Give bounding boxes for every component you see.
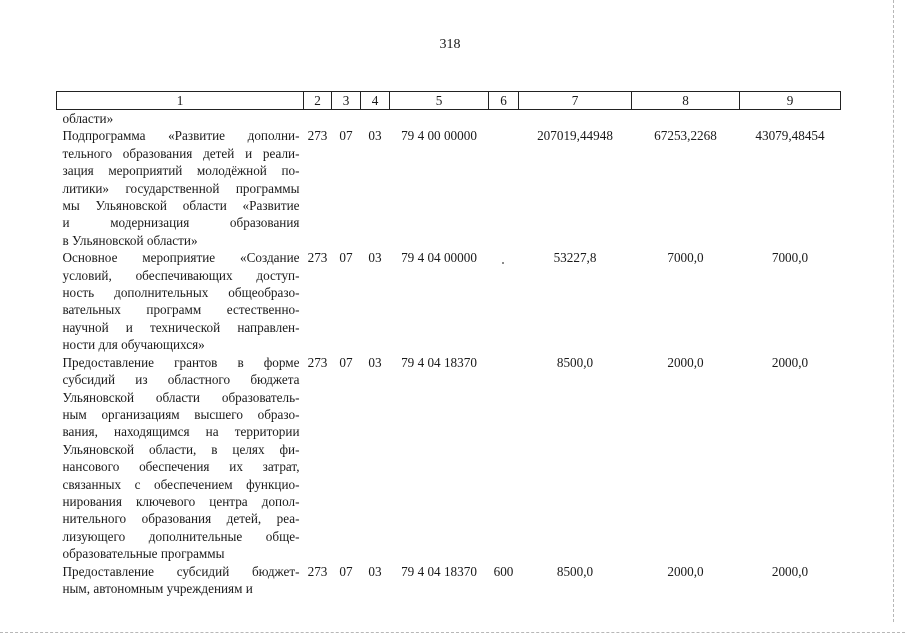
amount-col-7-cell: 53227,8 — [553, 250, 597, 266]
admin-code-cell: 273 — [307, 128, 328, 144]
amount-col-7-cell: 207019,44948 — [537, 128, 613, 144]
subsection-cell: 03 — [368, 354, 382, 370]
row-name-line: научной и технической направлен- — [62, 319, 300, 335]
scan-speck — [502, 262, 504, 264]
amount-col-8-cell — [632, 110, 740, 128]
table-row — [57, 563, 841, 598]
row-name-cell — [57, 127, 304, 249]
page-number: 318 — [439, 37, 461, 52]
row-name-line: образовательные программы — [62, 546, 225, 562]
row-name-line: ным организациям высшего образо- — [62, 406, 300, 422]
target-article-cell: 79 4 04 00000 — [401, 250, 477, 266]
row-name-line: нирования ключевого центра допол- — [62, 493, 300, 509]
table-body — [57, 110, 841, 598]
table-row — [57, 127, 841, 249]
amount-col-7-cell: 8500,0 — [556, 563, 594, 579]
row-name-line: ности для обучающихся» — [62, 337, 205, 353]
expense-type-cell: 600 — [493, 563, 514, 579]
amount-col-9-cell: 2000,0 — [771, 563, 809, 579]
amount-col-8-cell: 2000,0 — [667, 354, 704, 370]
row-name-line: субсидий из областного бюджета — [62, 372, 300, 388]
row-name-line: Основное мероприятие «Создание — [62, 250, 300, 266]
target-article-cell: 79 4 04 18370 — [401, 354, 477, 370]
subsection-cell: 03 — [368, 128, 382, 144]
table-row — [57, 110, 841, 128]
subsection-cell — [361, 110, 390, 128]
row-name-line: связанных с обеспечением функцио- — [62, 476, 300, 492]
table-header-row — [57, 92, 841, 110]
amount-col-8-cell: 67253,2268 — [654, 128, 717, 144]
admin-code-cell: 273 — [307, 354, 328, 370]
header-col-8: 8 — [632, 92, 740, 110]
row-name-cell — [57, 354, 304, 563]
expense-type-cell — [489, 249, 519, 353]
amount-col-9-cell — [740, 110, 841, 128]
target-article-cell: 79 4 00 00000 — [401, 128, 477, 144]
section-cell: 07 — [339, 250, 353, 266]
row-name-line: лизующего дополнительные обще- — [62, 528, 300, 544]
scan-frame-right-edge — [893, 0, 895, 622]
row-name-line: вательных программ естественно- — [62, 302, 300, 318]
row-name-line: тельного образования детей и реали- — [62, 145, 300, 161]
amount-col-9-cell: 43079,48454 — [755, 128, 825, 144]
amount-col-9-cell: 2000,0 — [771, 354, 809, 370]
admin-code-cell: 273 — [307, 250, 328, 266]
header-col-6: 6 — [489, 92, 519, 110]
amount-col-7-cell: 8500,0 — [556, 354, 594, 370]
budget-table — [56, 91, 841, 597]
table-row — [57, 354, 841, 563]
row-name-cell — [57, 563, 304, 598]
row-name-cell — [57, 249, 304, 353]
row-name-line: ным, автономным учреждениям и — [62, 580, 253, 596]
target-article-cell — [390, 110, 489, 128]
row-name-line: условий, обеспечивающих доступ- — [62, 267, 300, 283]
row-name-line: Предоставление субсидий бюджет- — [62, 563, 300, 579]
expense-type-cell — [489, 354, 519, 563]
section-cell — [332, 110, 361, 128]
row-name-line: и модернизация образования — [62, 215, 300, 231]
amount-col-8-cell: 7000,0 — [667, 250, 704, 266]
row-name-line: Подпрограмма «Развитие дополни- — [62, 128, 300, 144]
header-col-9: 9 — [740, 92, 841, 110]
amount-col-7-cell — [519, 110, 632, 128]
amount-col-9-cell: 7000,0 — [771, 250, 809, 266]
header-col-5: 5 — [390, 92, 489, 110]
row-name-cell — [57, 110, 304, 128]
header-col-3: 3 — [332, 92, 361, 110]
row-name-line: вания, находящимся на территории — [62, 424, 300, 440]
row-name-line: Ульяновской области, в целях фи- — [62, 441, 300, 457]
expense-type-cell — [489, 127, 519, 249]
header-col-4: 4 — [361, 92, 390, 110]
section-cell: 07 — [339, 563, 353, 579]
section-cell: 07 — [339, 354, 353, 370]
admin-code-cell: 273 — [307, 563, 328, 579]
row-name-line: нансового обеспечения их затрат, — [62, 459, 300, 475]
admin-code-cell — [304, 110, 332, 128]
section-cell: 07 — [339, 128, 353, 144]
header-col-2: 2 — [304, 92, 332, 110]
header-col-1: 1 — [57, 92, 304, 110]
row-name-line: нительного образования детей, реа- — [62, 511, 300, 527]
scan-frame-bottom-edge — [0, 632, 905, 633]
row-name-line: мы Ульяновской области «Развитие — [62, 198, 300, 214]
row-name-line: литики» государственной программы — [62, 180, 300, 196]
header-col-7: 7 — [519, 92, 632, 110]
subsection-cell: 03 — [368, 250, 382, 266]
amount-col-8-cell: 2000,0 — [667, 563, 704, 579]
row-name-line: области» — [62, 111, 114, 126]
table-row — [57, 249, 841, 353]
row-name-line: Ульяновской области образователь- — [62, 389, 300, 405]
expense-type-cell — [489, 110, 519, 128]
row-name-line: ность дополнительных общеобразо- — [62, 285, 300, 301]
subsection-cell: 03 — [368, 563, 382, 579]
row-name-line: в Ульяновской области» — [62, 232, 198, 248]
row-name-line: Предоставление грантов в форме — [62, 354, 300, 370]
row-name-line: зация мероприятий молодёжной по- — [62, 163, 300, 179]
target-article-cell: 79 4 04 18370 — [401, 563, 477, 579]
